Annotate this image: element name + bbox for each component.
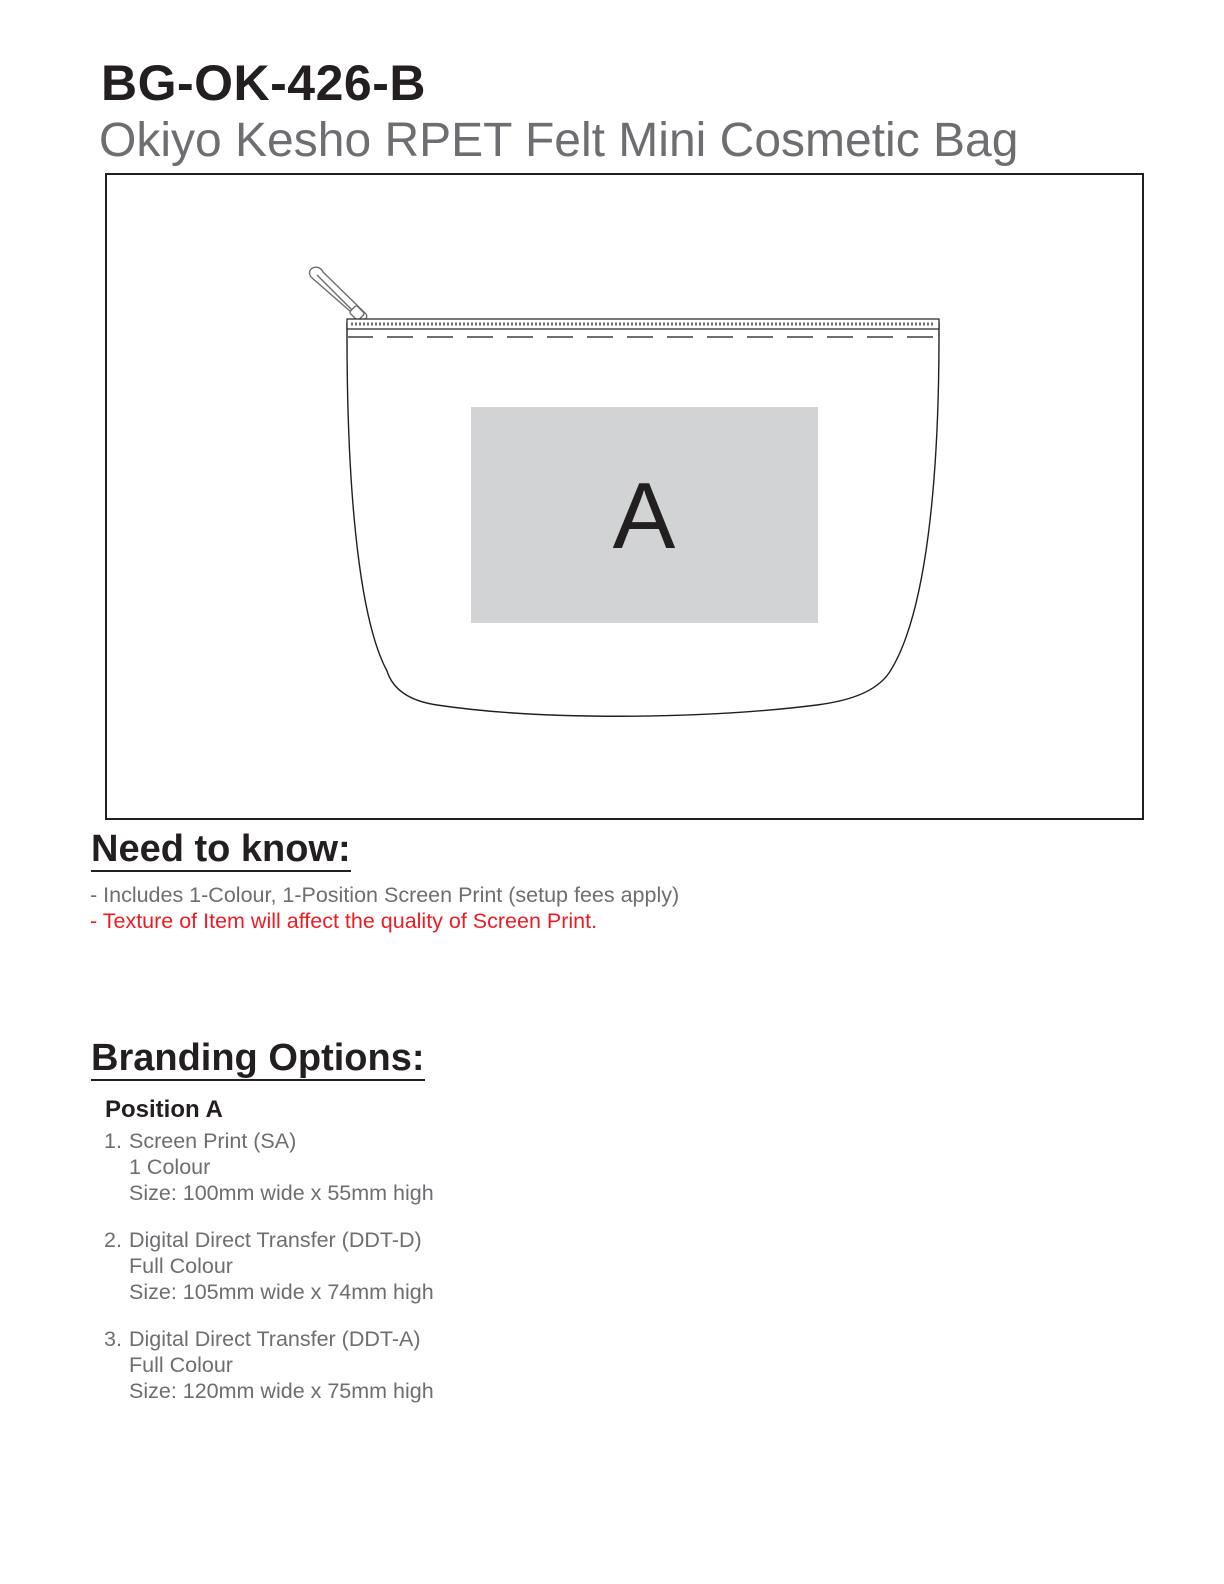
branding-options-heading: Branding Options:: [91, 1037, 425, 1079]
option-colour: Full Colour: [129, 1353, 233, 1377]
branding-options-list: [104, 1128, 704, 1425]
product-name: Okiyo Kesho RPET Felt Mini Cosmetic Bag: [99, 114, 1019, 167]
branding-option: [104, 1128, 704, 1206]
option-method: Digital Direct Transfer (DDT-A): [129, 1327, 421, 1351]
branding-option: [104, 1326, 704, 1404]
option-number: 1.: [104, 1129, 122, 1153]
branding-option: [104, 1227, 704, 1305]
note-includes-print: - Includes 1-Colour, 1-Position Screen Print (setup fees apply): [90, 883, 680, 907]
option-number: 3.: [104, 1327, 122, 1351]
cosmetic-bag-illustration: [107, 175, 1142, 818]
product-sku: BG-OK-426-B: [101, 55, 426, 111]
position-a-title: Position A: [105, 1096, 223, 1123]
zipper-pull-icon: [310, 267, 367, 321]
option-size: Size: 105mm wide x 74mm high: [129, 1280, 434, 1304]
option-method: Digital Direct Transfer (DDT-D): [129, 1228, 422, 1252]
option-method: Screen Print (SA): [129, 1129, 297, 1153]
note-texture-warning: - Texture of Item will affect the quality of Screen Print.: [90, 909, 598, 933]
option-size: Size: 120mm wide x 75mm high: [129, 1379, 434, 1403]
option-colour: Full Colour: [129, 1254, 233, 1278]
option-size: Size: 100mm wide x 55mm high: [129, 1181, 434, 1205]
need-to-know-notes: [90, 882, 679, 934]
print-area-label: A: [612, 463, 676, 568]
option-number: 2.: [104, 1228, 122, 1252]
need-to-know-heading: Need to know:: [91, 828, 351, 870]
option-colour: 1 Colour: [129, 1155, 211, 1179]
product-image-frame: [105, 173, 1144, 820]
